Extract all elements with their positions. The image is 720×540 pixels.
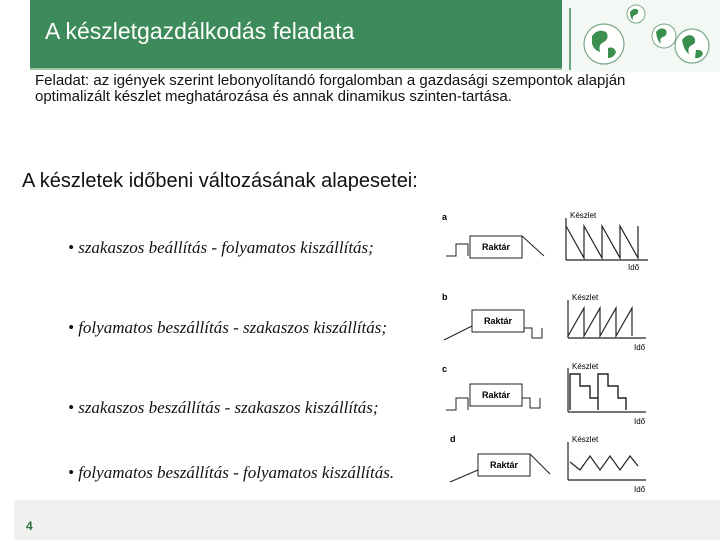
case-c-box-label: Raktár [481,390,511,400]
case-a-diagram [438,208,668,288]
case-b-axis-x: Idő [634,343,646,352]
case-b-bullet: • folyamatos beszállítás - szakaszos kiszállítás; [68,318,388,337]
case-d-letter: d [450,434,456,444]
case-a-letter: a [442,212,448,222]
case-b-diagram [438,288,668,368]
stock-curve [568,308,632,336]
outflow-step [524,328,542,338]
page-number: 4 [26,519,33,533]
stock-curve [570,374,626,410]
case-c-letter: c [442,364,448,374]
globe-icon [562,0,720,72]
footer-bar [0,500,720,540]
case-b-letter: b [442,292,448,302]
case-a-axis-x: Idő [628,263,640,272]
case-b-axis-y: Készlet [572,293,599,302]
case-c-axis-y: Készlet [572,362,599,371]
section-subtitle: A készletek időbeni változásának alapesetei: [22,170,418,192]
case-a-box-label: Raktár [481,242,511,252]
case-d-axis-x: Idő [634,485,646,494]
stock-curve [566,226,638,258]
outflow-step [522,398,540,408]
inflow-line [444,326,472,340]
inflow-step [446,244,468,256]
inflow-line [450,470,478,482]
case-d-bullet: • folyamatos beszállítás - folyamatos kiszállítás. [68,463,395,482]
globes-logo [562,0,720,72]
case-c-bullet: • szakaszos beszállítás - szakaszos kiszállítás; [68,398,379,417]
case-c-axis-x: Idő [634,417,646,426]
slide-title: A készletgazdálkodás feladata [45,18,355,44]
footer-left-block [0,500,14,540]
title-underline [30,68,562,70]
case-d-axis-y: Készlet [572,435,599,444]
definition-text: Feladat: az igények szerint lebonyolítandó forgalomban a gazdasági szempontok alapján optimalizált készlet meghatározása és annak dinamikus szinten-tartása. [35,72,626,105]
case-a-bullet: • szakaszos beállítás - folyamatos kiszállítás; [68,238,374,257]
title-bar [0,0,562,70]
case-d-box-label: Raktár [489,460,519,470]
stock-curve [570,456,638,470]
outflow-line [530,454,550,474]
inflow-step [446,398,468,410]
case-b-box-label: Raktár [483,316,513,326]
case-d-diagram [438,430,668,510]
case-a-axis-y: Készlet [570,211,597,220]
outflow-line [522,236,544,256]
